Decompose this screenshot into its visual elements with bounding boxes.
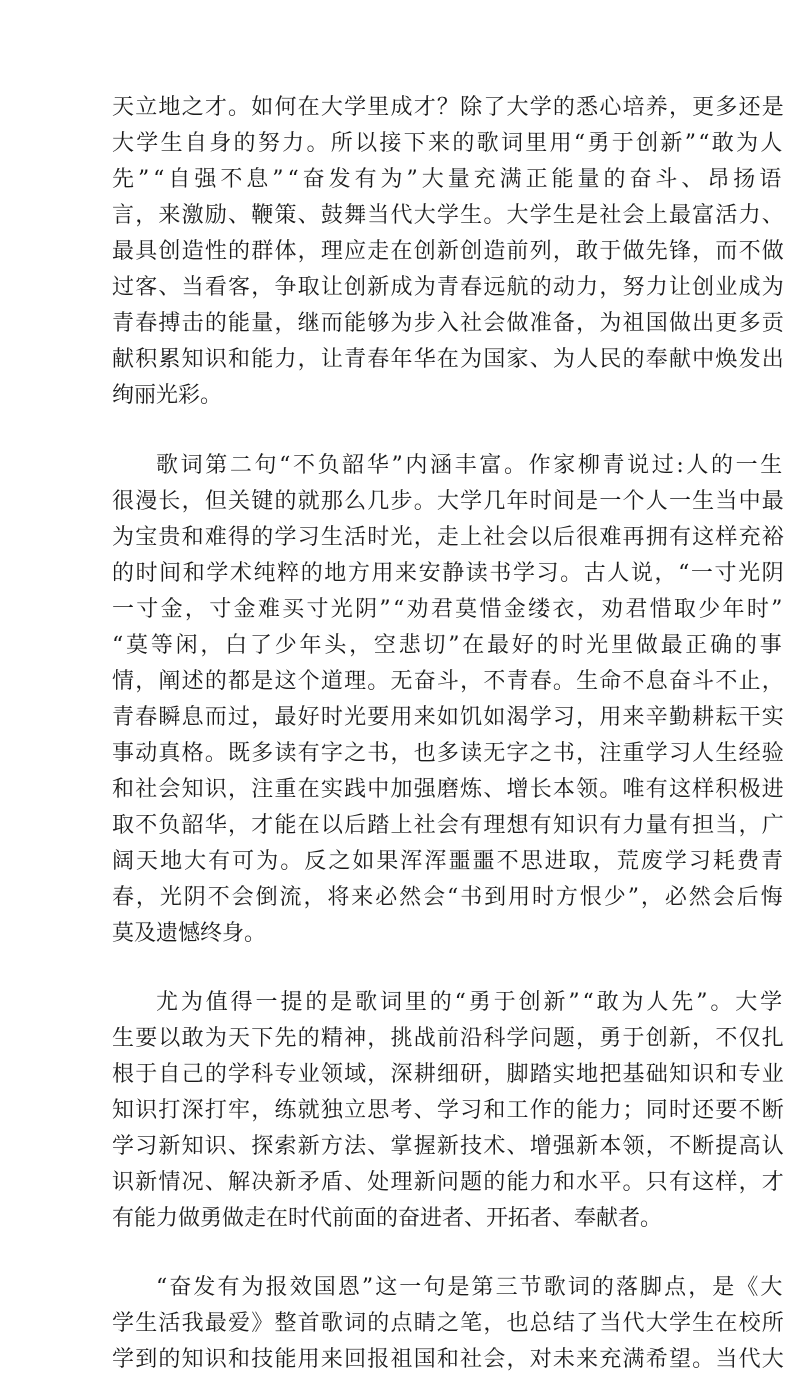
text-line: 莫及遗憾终身。 xyxy=(112,921,267,946)
text-line: “莫等闲，白了少年头，空悲切”在最好的时光里做最正确的事 xyxy=(112,633,785,658)
text-line: 识新情况、解决新矛盾、处理新问题的能力和水平。只有这样，才 xyxy=(112,1170,786,1195)
text-line: 知识打深打牢，练就独立思考、学习和工作的能力；同时还要不断 xyxy=(112,1098,786,1123)
text-line: 天立地之才。如何在大学里成才？除了大学的悉心培养，更多还是 xyxy=(112,95,786,120)
text-line: 言，来激励、鞭策、鼓舞当代大学生。大学生是社会上最富活力、 xyxy=(112,203,786,228)
text-line: 有能力做勇做走在时代前面的奋进者、开拓者、奉献者。 xyxy=(112,1206,663,1231)
text-line: 事动真格。既多读有字之书，也多读无字之书，注重学习人生经验 xyxy=(112,741,786,766)
text-line: 春，光阴不会倒流，将来必然会“书到用时方恨少”，必然会后悔 xyxy=(112,885,785,910)
text-line: 献积累知识和能力，让青春年华在为国家、为人民的奉献中焕发出 xyxy=(112,347,786,372)
text-line: 青春瞬息而过，最好时光要用来如饥如渴学习，用来辛勤耕耘干实 xyxy=(112,705,786,730)
text-line: 和社会知识，注重在实践中加强磨炼、增长本领。唯有这样积极进 xyxy=(112,777,786,802)
text-line: 学到的知识和技能用来回报祖国和社会，对未来充满希望。当代大 xyxy=(112,1347,786,1372)
text-line: 阔天地大有可为。反之如果浑浑噩噩不思进取，荒废学习耗费青 xyxy=(112,849,786,874)
text-line: 最具创造性的群体，理应走在创新创造前列，敢于做先锋，而不做 xyxy=(112,239,786,264)
text-line: 学生活我最爱》整首歌词的点睛之笔，也总结了当代大学生在校所 xyxy=(112,1311,786,1336)
text-line: “奋发有为报效国恩”这一句是第三节歌词的落脚点，是《大 xyxy=(156,1275,785,1300)
text-line: 生要以敢为天下先的精神，挑战前沿科学问题，勇于创新，不仅扎 xyxy=(112,1026,786,1051)
text-line: 尤为值得一提的是歌词里的“勇于创新”“敢为人先”。大学 xyxy=(156,990,785,1015)
text-line: 一寸金，寸金难买寸光阴”“劝君莫惜金缕衣，劝君惜取少年时” xyxy=(112,597,785,622)
text-line: 先”“自强不息”“奋发有为”大量充满正能量的奋斗、昂扬语 xyxy=(112,167,786,192)
text-line: 歌词第二句“不负韶华”内涵丰富。作家柳青说过:人的一生 xyxy=(156,453,785,478)
text-line: 为宝贵和难得的学习生活时光，走上社会以后很难再拥有这样充裕 xyxy=(112,525,786,550)
text-line: 取不负韶华，才能在以后踏上社会有理想有知识有力量有担当，广 xyxy=(112,813,786,838)
text-line: 过客、当看客，争取让创新成为青春远航的动力，努力让创业成为 xyxy=(112,275,786,300)
text-line: 绚丽光彩。 xyxy=(112,383,223,408)
text-line: 学习新知识、探索新方法、掌握新技术、增强新本领，不断提高认 xyxy=(112,1134,786,1159)
text-line: 青春搏击的能量，继而能够为步入社会做准备，为祖国做出更多贡 xyxy=(112,311,786,336)
text-line: 根于自己的学科专业领域，深耕细研，脚踏实地把基础知识和专业 xyxy=(112,1062,786,1087)
text-line: 大学生自身的努力。所以接下来的歌词里用“勇于创新”“敢为人 xyxy=(112,131,785,156)
text-line: 很漫长，但关键的就那么几步。大学几年时间是一个人一生当中最 xyxy=(112,489,786,514)
text-line: 的时间和学术纯粹的地方用来安静读书学习。古人说，“一寸光阴 xyxy=(112,561,786,586)
text-line: 情，阐述的都是这个道理。无奋斗，不青春。生命不息奋斗不止， xyxy=(112,669,786,694)
